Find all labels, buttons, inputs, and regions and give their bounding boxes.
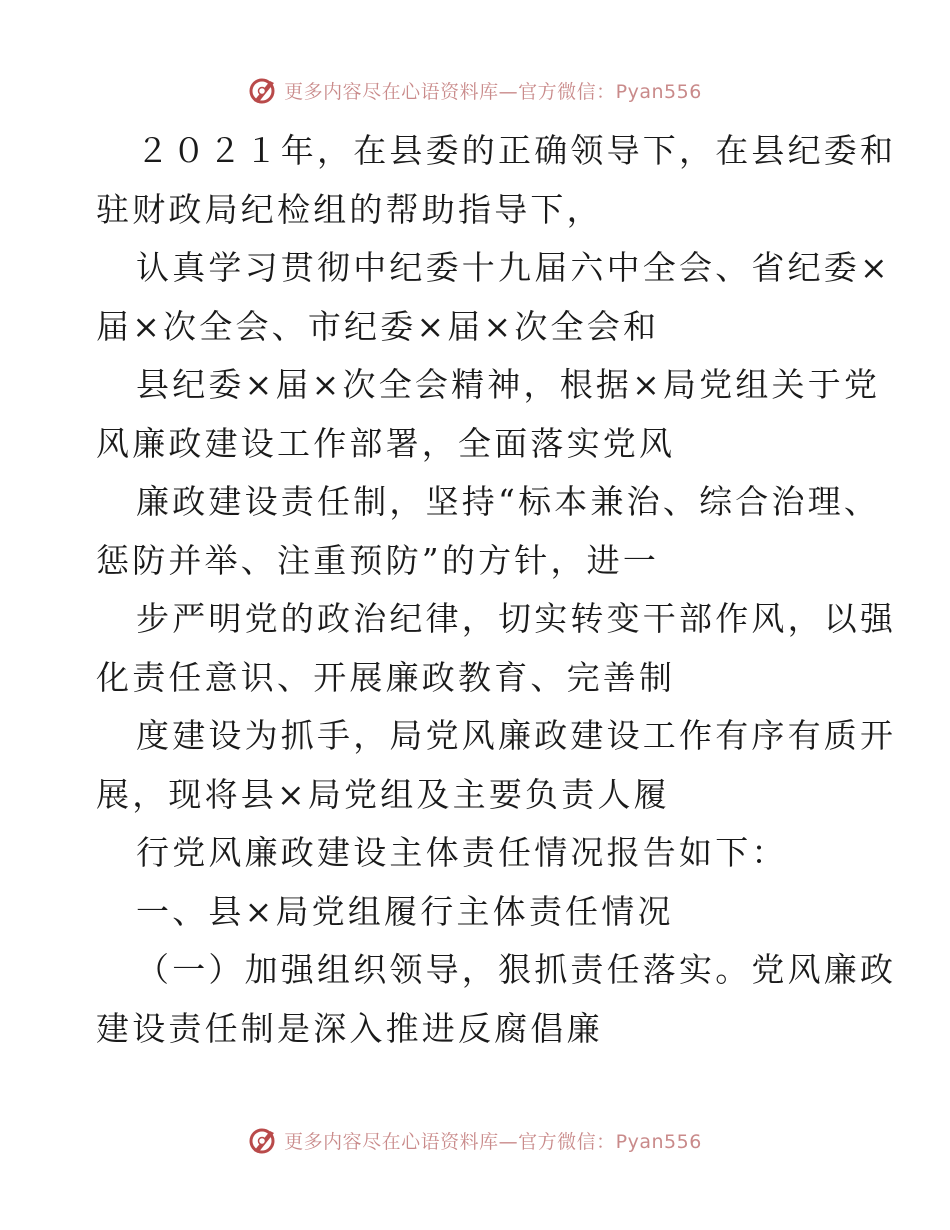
paragraph-line: 惩防并举、注重预防”的方针，进一 (96, 540, 660, 580)
paragraph-line: 度建设为抓手，局党风廉政建设工作有序有质开 (136, 716, 897, 755)
paragraph-line: 建设责任制是深入推进反腐倡廉 (96, 1008, 603, 1048)
watermark-banner-top (0, 72, 950, 108)
watermark-text: 更多内容尽在心语资料库—官方微信：Pyan556 (284, 80, 702, 103)
paragraph-line: 步严明党的政治纪律，切实转变干部作风，以强 (136, 599, 897, 638)
watermark-text: 更多内容尽在心语资料库—官方微信：Pyan556 (284, 1130, 702, 1153)
paragraph-1 (96, 122, 897, 239)
paragraph-line: 风廉政建设工作部署，全面落实党风 (96, 423, 676, 463)
brush-logo-icon (248, 1125, 278, 1155)
paragraph-3 (96, 356, 881, 473)
section-heading (96, 883, 856, 942)
paragraph-line: 行党风廉政建设主体责任情况报告如下： (136, 833, 788, 872)
watermark-banner-bottom (0, 1122, 950, 1158)
paragraph-line: 认真学习贯彻中纪委十九届六中全会、省纪委× (136, 248, 891, 287)
paragraph-4 (96, 473, 881, 590)
brush-logo-icon (248, 75, 278, 105)
paragraph-line: 廉政建设责任制，坚持“标本兼治、综合治理、 (136, 482, 881, 521)
paragraph-line: ２０２１年，在县委的正确领导下，在县纪委和 (136, 131, 897, 170)
section-heading-text: 一、县×局党组履行主体责任情况 (136, 891, 674, 931)
watermark-content (248, 75, 702, 105)
paragraph-line: （一）加强组织领导，狠抓责任落实。党风廉政 (136, 950, 897, 989)
paragraph-line: 驻财政局纪检组的帮助指导下， (96, 189, 603, 229)
paragraph-line: 县纪委×届×次全会精神，根据×局党组关于党 (136, 365, 881, 404)
paragraph-6 (96, 707, 897, 824)
paragraph-7 (96, 824, 856, 883)
paragraph-5 (96, 590, 897, 707)
watermark-content (248, 1125, 702, 1155)
document-body (96, 122, 897, 1058)
paragraph-2 (96, 239, 891, 356)
paragraph-line: 展，现将县×局党组及主要负责人履 (96, 774, 670, 814)
paragraph-9 (96, 941, 897, 1058)
paragraph-line: 化责任意识、开展廉政教育、完善制 (96, 657, 676, 697)
paragraph-line: 届×次全会、市纪委×届×次全会和 (96, 306, 660, 346)
